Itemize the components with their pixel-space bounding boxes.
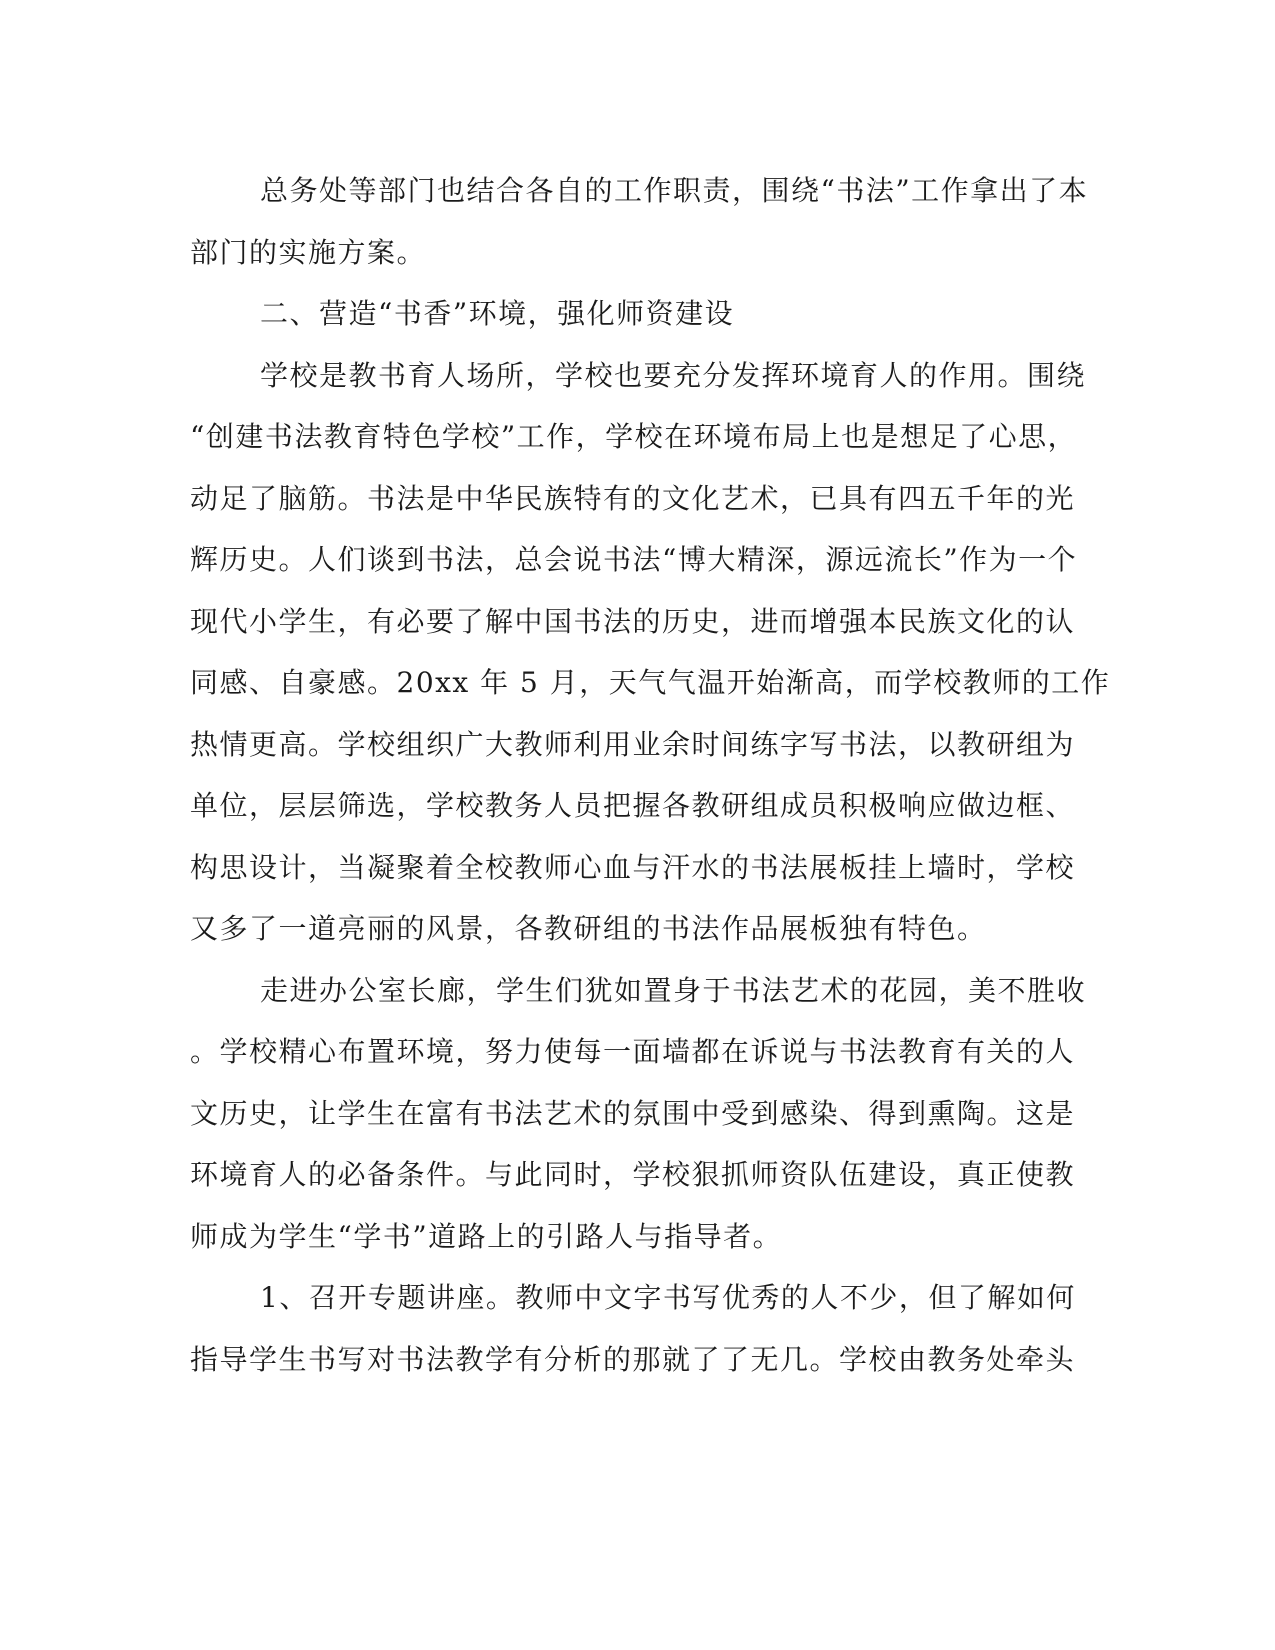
paragraph-line: 师成为学生“学书”道路上的引路人与指导者。 [190,1219,783,1253]
paragraph-line: 走进办公室长廊，学生们犹如置身于书法艺术的花园，美不胜收 [260,973,1087,1007]
paragraph-line: 现代小学生，有必要了解中国书法的历史，进而增强本民族文化的认 [190,604,1076,638]
paragraph-line: 单位，层层筛选，学校教务人员把握各教研组成员积极响应做边框、 [190,789,1076,822]
paragraph-line: 同感、自豪感。20xx 年 5 月，天气气温开始渐高，而学校教师的工作 [190,666,1111,699]
paragraph-line: 学校是教书育人场所，学校也要充分发挥环境育人的作用。围绕 [260,358,1087,392]
list-item-line: 1、召开专题讲座。教师中文字书写优秀的人不少，但了解如何 [260,1281,1076,1314]
section-heading: 二、营造“书香”环境，强化师资建设 [260,297,735,330]
paragraph-line: 动足了脑筋。书法是中华民族特有的文化艺术，已具有四五千年的光 [190,481,1076,515]
paragraph-line: 文历史，让学生在富有书法艺术的氛围中受到感染、得到熏陶。这是 [190,1096,1076,1130]
paragraph-line: 构思设计，当凝聚着全校教师心血与汗水的书法展板挂上墙时，学校 [190,850,1076,884]
paragraph-line: 环境育人的必备条件。与此同时，学校狠抓师资队伍建设，真正使教 [190,1158,1076,1191]
paragraph-line: 。学校精心布置环境，努力使每一面墙都在诉说与书法教育有关的人 [190,1035,1076,1068]
paragraph-line: 热情更高。学校组织广大教师利用业余时间练字写书法，以教研组为 [190,727,1076,761]
paragraph-line: 辉历史。人们谈到书法，总会说书法“博大精深，源远流长”作为一个 [190,543,1078,576]
paragraph-line: 部门的实施方案。 [190,235,427,269]
paragraph-line: “创建书法教育特色学校”工作，学校在环境布局上也是想足了心思， [190,420,1078,453]
document-body [190,160,1111,1390]
paragraph-line: 指导学生书写对书法教学有分析的那就了了无几。学校由教务处牵头 [190,1342,1076,1376]
paragraph-line: 总务处等部门也结合各自的工作职责，围绕“书法”工作拿出了本 [260,174,1089,207]
paragraph-line: 又多了一道亮丽的风景，各教研组的书法作品展板独有特色。 [190,912,987,945]
